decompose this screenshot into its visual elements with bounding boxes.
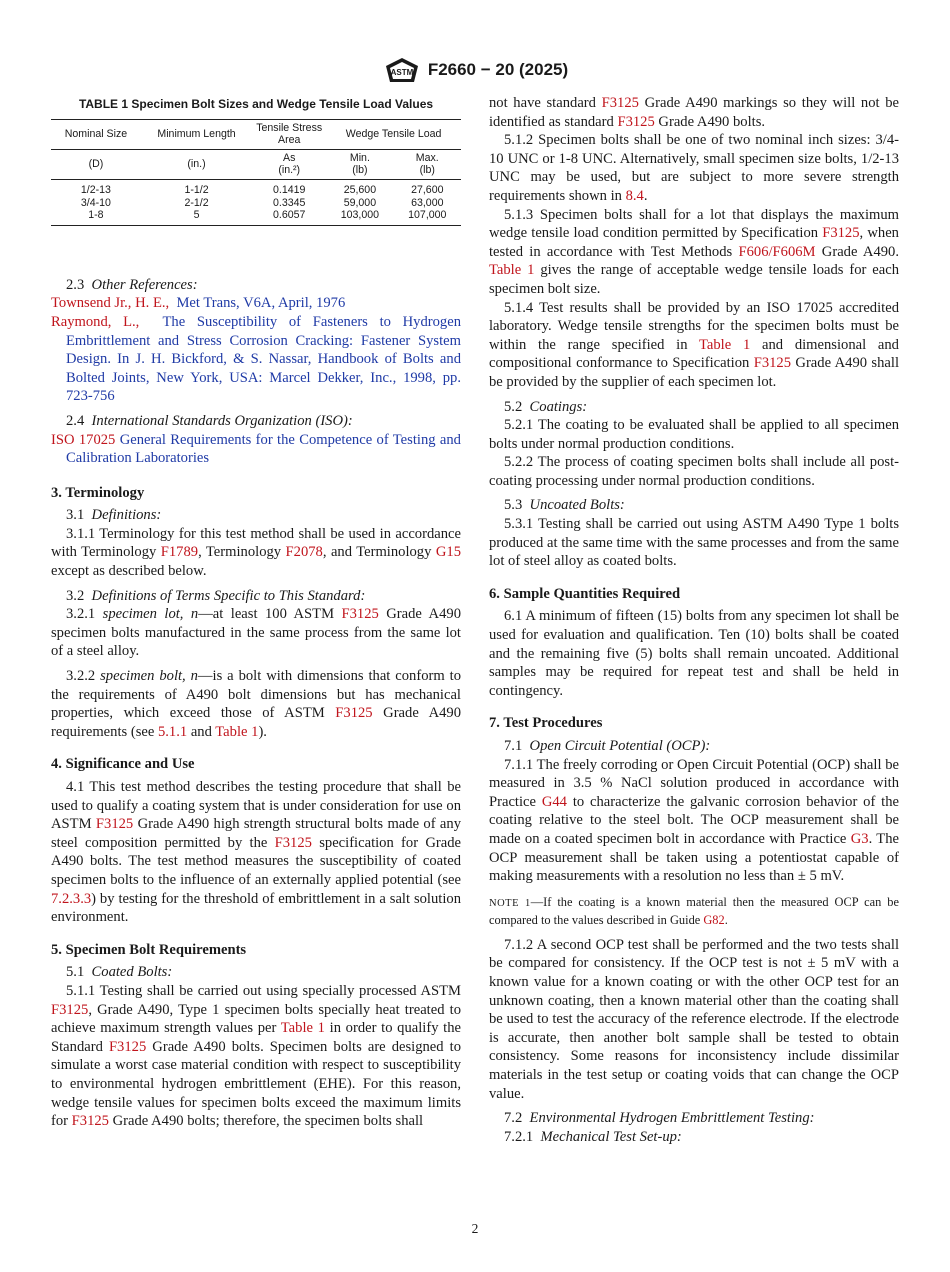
svg-text:ASTM: ASTM [390,68,414,77]
standard-link[interactable]: F3125 [108,1038,147,1055]
left-column [51,94,461,1131]
subsection-heading: 7.2.1 Mechanical Test Set-up: [504,1128,682,1145]
section-heading: 5. Specimen Bolt Requirements [51,941,247,958]
subsection-heading: 5.2 Coatings: [504,398,588,415]
section-heading: 7. Test Procedures [489,715,603,732]
reference-entry [51,313,461,406]
paragraph: 7.1.1 The freely corroding or Open Circuit Potential (OCP) shall be measured in 3.5 % NaCl solution produced in accordance with Practice G44 to characterize the galvanic corrosion behavior of the coating relative to the steel bolt. The OCP measurement shall be made on a coated specimen bolt in accordance with Practice G3. The OCP measurement shall be taken using a potentiostat capable of making measurements with a resolution no less than ± 5 mV. [489,756,899,885]
section-link[interactable]: 5.1.1 [157,723,188,740]
unit-cell: Max. (lb) [415,151,439,177]
table-row: 1-8 5 0.6057 103,000 107,000 [51,209,461,225]
note: NOTE 1—If the coating is a known material then the measured OCP can be compared to the values described in Guide G82. [489,894,900,927]
right-column [489,94,899,1146]
standard-link[interactable]: G3 [850,830,869,847]
paragraph: 5.2.1 The coating to be evaluated shall be applied to all specimen bolts under normal production conditions. [489,417,899,452]
standard-link[interactable]: F3125 [95,816,134,833]
paragraph: 4.1 This test method describes the testing procedure that shall be used to qualify a coating system that is under consideration for use on ASTM F3125 Grade A490 high strength structural bolts made of any steel composition permitted by the F3125 specification for Grade A490 bolts. The test method measures the susceptibility of coated specimen bolts to the influence of an externally applied potential (see 7.2.3.3) by testing for the threshold of embrittlement in a salt solution environment. [51,779,461,926]
standard-link[interactable]: F2078 [285,544,323,561]
standard-link[interactable]: F3125 [753,355,792,372]
standard-link[interactable]: F3125 [335,705,373,722]
unit-cell: Min. (lb) [349,151,370,177]
col-header: Wedge Tensile Load [345,127,442,140]
table-row: 3/4-10 2-1/2 0.3345 59,000 63,000 [80,196,444,209]
table-caption: TABLE 1 Specimen Bolt Sizes and Wedge Tensile Load Values [78,97,434,111]
paragraph: 5.1.1 Testing shall be carried out using specially processed ASTM F3125, Grade A490, Type 1 specimen bolts specially heat treated to achieve maximum strength values per Table 1 in order to qualify the Standard F3125 Grade A490 bolts. Specimen bolts are designed to simulate a worst case material condition with respect to susceptibility to environmental hydrogen embrittlement (EHE). For this reason, wedge tensile values for specimen bolts exceed the maximum limits for F3125 Grade A490 bolts; therefore, the specimen bolts shall [51,982,461,1130]
col-header: Minimum Length [157,127,236,140]
table-link[interactable]: Table 1 [215,723,259,740]
table-row: 1/2-13 1-1/2 0.1419 25,600 27,600 [80,183,444,196]
table-link[interactable]: Table 1 [489,262,535,279]
col-header: Nominal Size [64,127,128,140]
standard-link[interactable]: F606/F606M [738,243,816,260]
document-designation: F2660 − 20 (2025) [427,60,569,79]
unit-cell: As (in.²) [278,151,301,177]
subsection-heading: 5.3 Uncoated Bolts: [504,497,625,514]
page-header [0,56,950,89]
subsection-heading: 7.2 Environmental Hydrogen Embrittlement Testing: [504,1110,815,1127]
section-link[interactable]: 7.2.3.3 [51,890,92,907]
standard-link[interactable]: F3125 [601,95,639,111]
paragraph: 3.2.2 specimen bolt, n—is a bolt with dimensions that conform to the requirements of A490 bolt dimensions but has mechanical properties, which exceed those of ASTM F3125 Grade A490 requirements (see 5.1.1 and Table 1). [51,668,462,740]
paragraph: 5.3.1 Testing shall be carried out using ASTM A490 Type 1 bolts produced at the same time with the same processes and from the same lot of steel alloy as coated bolts. [489,516,899,570]
subsection-heading: 5.1 Coated Bolts: [66,964,173,981]
table-link[interactable]: Table 1 [699,336,751,353]
paragraph: 5.2.2 The process of coating specimen bolts shall include all post-coating processing under normal production conditions. [489,454,899,489]
table-link[interactable]: Table 1 [280,1020,325,1037]
col-header: Tensile Stress Area [256,121,323,147]
bolt-size-table [51,119,461,226]
standard-link[interactable]: F3125 [51,1001,89,1018]
paragraph: not have standard F3125 Grade A490 markings so they will not be identified as standard F3125 Grade A490 bolts. [489,95,899,130]
paragraph: 6.1 A minimum of fifteen (15) bolts from any specimen lot shall be used for evaluation and qualification. Ten (10) bolts shall be coated and the remaining five (5) bolts shall remain uncoated. Additional samples may be required for repeat test and shall be held in contingency. [489,608,899,699]
reference-link[interactable]: Met Trans, V6A, April, 1976 [176,295,346,312]
subsection-heading: 3.1 Definitions: [66,507,162,524]
standard-link[interactable]: F3125 [71,1113,109,1130]
reference-link[interactable]: Townsend Jr., H. E., [51,295,170,312]
paragraph: 5.1.2 Specimen bolts shall be one of two nominal inch sizes: 3/4-10 UNC or 1-8 UNC. Alternatively, small specimen size bolts, 1/2-13 UNC may be used, but are subject to more severe strength requirements shown in 8.4. [489,132,899,204]
standard-link[interactable]: G15 [435,544,461,561]
paragraph: 5.1.3 Specimen bolts shall for a lot that displays the maximum wedge tensile load condition permitted by Specification F3125, when tested in accordance with Test Methods F606/F606M Grade A490. Table 1 gives the range of acceptable wedge tensile loads for each specimen bolt size. [489,206,900,297]
subsection-heading: 3.2 Definitions of Terms Specific to This Standard: [66,587,366,604]
reference-link[interactable]: ISO 17025 [51,431,116,448]
reference-link[interactable]: General Requirements for the Competence of Testing and Calibration Laboratories [66,431,461,467]
standard-link[interactable]: G44 [541,793,567,810]
section-heading: 6. Sample Quantities Required [489,585,681,602]
reference-entry [51,294,461,313]
section-heading: 3. Terminology [51,484,145,501]
page-number: 2 [471,1221,479,1236]
standard-link[interactable]: F1789 [160,544,199,561]
reference-link[interactable]: Raymond, L., [51,313,140,330]
subsection-heading: 7.1 Open Circuit Potential (OCP): [504,738,711,754]
astm-logo-icon [382,56,422,84]
unit-cell: (in.) [187,158,206,171]
standard-link[interactable]: F3125 [617,113,655,130]
reference-link[interactable]: The Susceptibility of Fasteners to Hydrogen Embrittlement and Stress Corrosion Cracking: Fastener System Design. In J. H. Bickford, & S. Nassar, Handbook of Bolts and Bolted Joints, New York, USA: Marcel Dekker, Inc., 1998, pp. 723-756 [66,313,461,405]
paragraph: 7.1.2 A second OCP test shall be performed and the two tests shall be compared for consistency. If the OCP test is not ± 5 mV with a known value for a known coating or with the other OCP test for an unknown coating, then a known material other than the coating shall be used to test the accuracy of the reference electrode. If the electrode is accurate, then another bolt sample shall be tested to obtain consistency. Some reasons for inconsistency include dissimilar materials in the test setup or coating voids that can change the OCP value. [489,936,899,1102]
paragraph: 3.1.1 Terminology for this test method shall be used in accordance with Terminology F1789, Terminology F2078, and Terminology G15 except as described below. [51,525,461,580]
section-heading: 4. Significance and Use [51,756,195,773]
section-link[interactable]: 8.4 [625,187,644,204]
standard-link[interactable]: F3125 [341,606,379,623]
standard-link[interactable]: F3125 [274,834,312,851]
paragraph: 3.2.1 specimen lot, n—at least 100 ASTM F3125 Grade A490 specimen bolts manufactured in the same process from the same lot of a steel alloy. [51,606,461,660]
reference-entry [51,431,461,468]
standard-link[interactable]: F3125 [822,225,860,242]
standard-link[interactable]: G82 [703,912,725,927]
subsection-heading: 2.4 International Standards Organization (ISO): [66,412,353,429]
paragraph: 5.1.4 Test results shall be provided by an ISO 17025 accredited laboratory. Wedge tensile strengths for the specimen bolts must be within the range specified in Table 1 and dimensional and compositional conformance to Specification F3125 Grade A490 shall be provided by the supplier of each specimen lot. [489,299,899,390]
subsection-heading: 2.3 Other References: [66,276,198,293]
unit-cell: (D) [88,158,104,171]
